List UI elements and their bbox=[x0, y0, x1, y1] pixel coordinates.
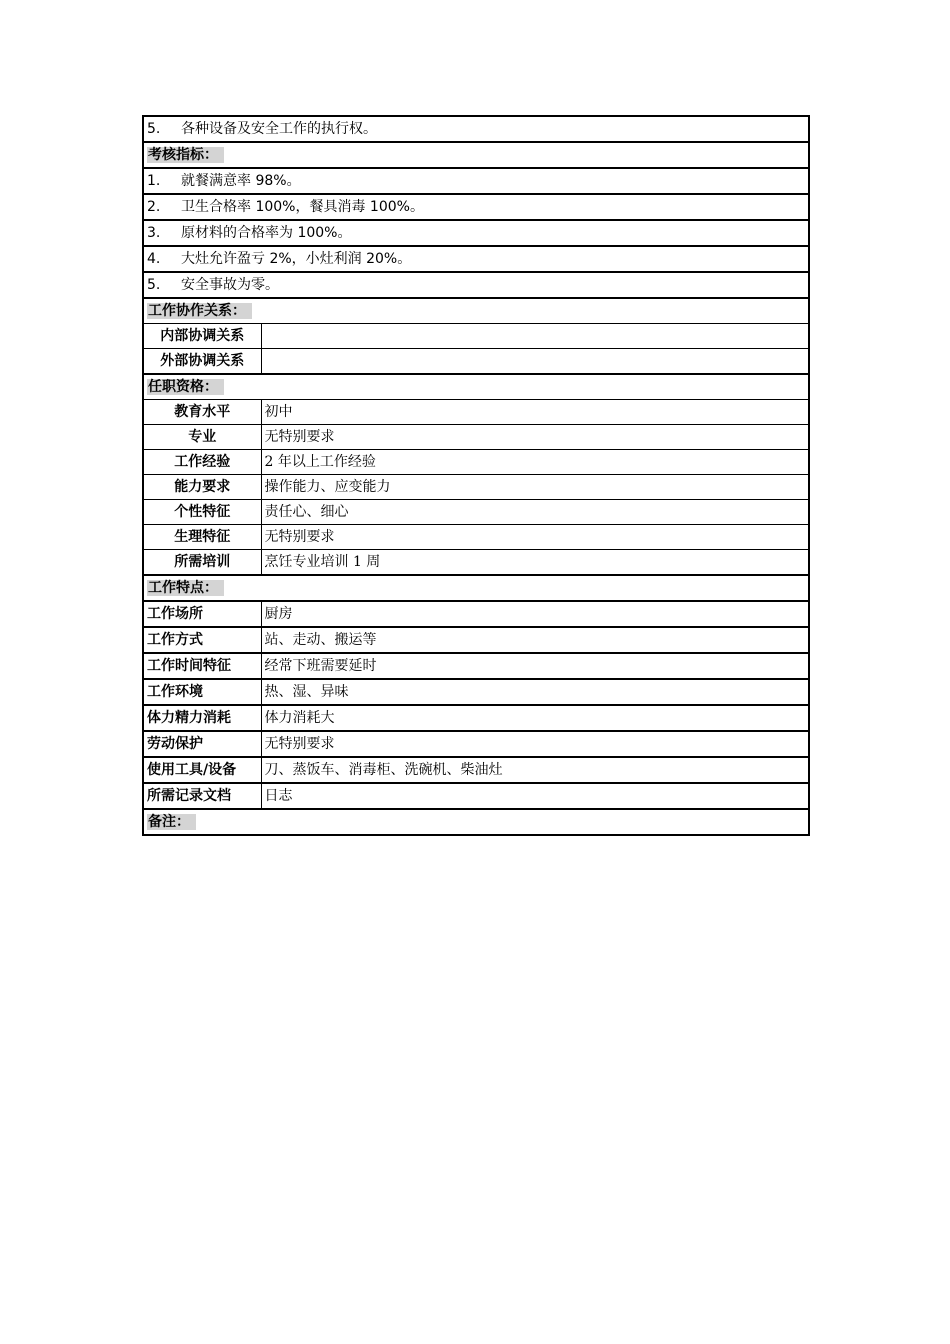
row-label: 生理特征 bbox=[143, 525, 261, 550]
feature-row bbox=[143, 731, 809, 757]
row-value: 无特别要求 bbox=[261, 525, 809, 550]
feature-row bbox=[143, 679, 809, 705]
row-label: 能力要求 bbox=[143, 475, 261, 500]
relations-row bbox=[143, 349, 809, 375]
item-number: 4. bbox=[147, 251, 161, 267]
row-label: 工作环境 bbox=[143, 679, 261, 705]
qualifications-section-header bbox=[143, 374, 809, 400]
kpi-item-row bbox=[143, 220, 809, 246]
row-value: 操作能力、应变能力 bbox=[261, 475, 809, 500]
kpi-item-row bbox=[143, 272, 809, 298]
row-value: 无特别要求 bbox=[261, 425, 809, 450]
feature-row bbox=[143, 783, 809, 809]
feature-row bbox=[143, 705, 809, 731]
intro-item-row bbox=[143, 116, 809, 142]
qualification-row bbox=[143, 500, 809, 525]
row-label: 体力精力消耗 bbox=[143, 705, 261, 731]
row-label: 工作场所 bbox=[143, 601, 261, 627]
row-label: 个性特征 bbox=[143, 500, 261, 525]
feature-row bbox=[143, 627, 809, 653]
section-title: 任职资格： bbox=[147, 379, 224, 395]
row-value: 经常下班需要延时 bbox=[261, 653, 809, 679]
row-value: 初中 bbox=[261, 400, 809, 425]
row-label: 所需记录文档 bbox=[143, 783, 261, 809]
row-label: 外部协调关系 bbox=[143, 349, 261, 375]
qualification-row bbox=[143, 525, 809, 550]
row-label: 教育水平 bbox=[143, 400, 261, 425]
section-title: 工作协作关系： bbox=[147, 303, 252, 319]
features-section-header bbox=[143, 575, 809, 601]
feature-row bbox=[143, 757, 809, 783]
row-label: 专业 bbox=[143, 425, 261, 450]
qualification-row bbox=[143, 475, 809, 500]
row-value: 体力消耗大 bbox=[261, 705, 809, 731]
kpi-item-row bbox=[143, 246, 809, 272]
row-label: 劳动保护 bbox=[143, 731, 261, 757]
row-value: 厨房 bbox=[261, 601, 809, 627]
section-title: 工作特点： bbox=[147, 580, 224, 596]
row-value: 责任心、细心 bbox=[261, 500, 809, 525]
row-value bbox=[261, 324, 809, 349]
item-text: 就餐满意率 98%。 bbox=[181, 173, 301, 189]
kpi-item-row bbox=[143, 194, 809, 220]
section-title: 备注： bbox=[147, 814, 196, 830]
row-value: 日志 bbox=[261, 783, 809, 809]
relations-row bbox=[143, 324, 809, 349]
row-label: 内部协调关系 bbox=[143, 324, 261, 349]
remarks-section-header bbox=[143, 809, 809, 835]
row-label: 使用工具/设备 bbox=[143, 757, 261, 783]
feature-row bbox=[143, 653, 809, 679]
qualification-row bbox=[143, 425, 809, 450]
section-title: 考核指标： bbox=[147, 147, 224, 163]
row-label: 所需培训 bbox=[143, 550, 261, 576]
row-label: 工作时间特征 bbox=[143, 653, 261, 679]
row-label: 工作经验 bbox=[143, 450, 261, 475]
relations-section-header bbox=[143, 298, 809, 324]
job-description-document bbox=[142, 115, 808, 836]
qualification-row bbox=[143, 450, 809, 475]
item-number: 5. bbox=[147, 121, 161, 137]
row-value: 2 年以上工作经验 bbox=[261, 450, 809, 475]
item-text: 原材料的合格率为 100%。 bbox=[181, 225, 352, 241]
item-text: 各种设备及安全工作的执行权。 bbox=[181, 121, 377, 137]
item-text: 安全事故为零。 bbox=[181, 277, 279, 293]
item-text: 卫生合格率 100%，餐具消毒 100%。 bbox=[181, 199, 424, 215]
row-value: 热、湿、异味 bbox=[261, 679, 809, 705]
row-value: 烹饪专业培训 1 周 bbox=[261, 550, 809, 576]
item-number: 5. bbox=[147, 277, 161, 293]
item-number: 3. bbox=[147, 225, 161, 241]
row-label: 工作方式 bbox=[143, 627, 261, 653]
row-value bbox=[261, 349, 809, 375]
job-description-table bbox=[142, 115, 810, 836]
item-number: 1. bbox=[147, 173, 161, 189]
row-value: 无特别要求 bbox=[261, 731, 809, 757]
kpi-section-header bbox=[143, 142, 809, 168]
feature-row bbox=[143, 601, 809, 627]
qualification-row bbox=[143, 550, 809, 576]
item-text: 大灶允许盈亏 2%，小灶利润 20%。 bbox=[181, 251, 412, 267]
qualification-row bbox=[143, 400, 809, 425]
row-value: 站、走动、搬运等 bbox=[261, 627, 809, 653]
kpi-item-row bbox=[143, 168, 809, 194]
row-value: 刀、蒸饭车、消毒柜、洗碗机、柴油灶 bbox=[261, 757, 809, 783]
item-number: 2. bbox=[147, 199, 161, 215]
